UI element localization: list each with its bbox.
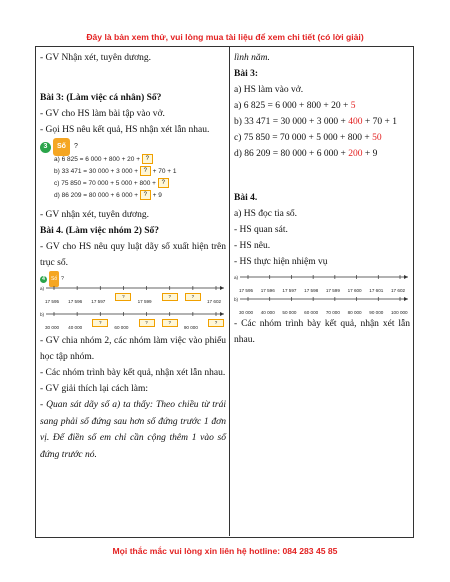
left-line-5: - GV cho HS nêu quy luật dãy số xuất hiện trên trục số.: [40, 242, 226, 268]
answer-line-b-tick-label: 30 000: [239, 310, 254, 315]
left-line-9: - Quan sát dãy số a) ta thấy: Theo chiều từ trái sang phải số đứng sau hơn số đứng trước 1 đơn vị. Để điền số em chỉ cần cộng thêm 1 vào số đứng trước nó.: [40, 400, 226, 460]
answer-line-b-tick-label: 80 000: [347, 310, 362, 315]
number-line-b-answer-box: ?: [162, 319, 178, 327]
exercise-3-image: [40, 141, 226, 205]
right-line-2: a) HS làm vào vở.: [234, 85, 304, 95]
left-line-1: - GV Nhận xét, tuyên dương.: [40, 53, 152, 63]
hotline-banner: Mọi thắc mắc vui lòng xin liên hệ hotline: 084 283 45 85: [112, 546, 338, 556]
answer-line-b-tick-label: 50 000: [282, 310, 297, 315]
answer-box: ?: [158, 178, 169, 188]
left-line-8: - GV giải thích lại cách làm:: [40, 384, 148, 394]
right-line-4: - HS quan sát.: [234, 225, 288, 235]
question-mark: ?: [61, 276, 64, 282]
number-line-b-answer-box: ?: [208, 319, 224, 327]
answer-line-a-tick-label: 17 598: [304, 288, 319, 293]
number-line-b-axis: [40, 309, 226, 319]
answer-line-a-tick-label: 17 595: [239, 288, 254, 293]
left-line-6: - GV chia nhóm 2, các nhóm làm việc vào phiếu học tập nhóm.: [40, 336, 226, 362]
exercise-3-row-a: a) 6 825 = 6 000 + 800 + 20 + ?: [54, 154, 153, 165]
answer-box: ?: [140, 166, 151, 176]
left-line-2: - GV cho HS làm bài tập vào vở.: [40, 109, 165, 119]
number-line-a-answer-box: ?: [162, 293, 178, 301]
bai4-title: Bài 4. (Làm việc nhóm 2) Số?: [40, 226, 160, 236]
right-line-5: - HS nêu.: [234, 241, 271, 251]
answer-line-b-tick-label: 100 000: [391, 310, 408, 315]
answer-line-b-tick-label: 70 000: [325, 310, 340, 315]
answer-line-a-tick-label: 17 599: [325, 288, 340, 293]
answer-line-a-tick-label: 17 596: [260, 288, 275, 293]
answer-d: d) 86 209 = 80 000 + 6 000 + 200 + 9: [234, 149, 378, 159]
number-line-a-tick-label: 17 596: [68, 299, 83, 304]
number-line-b-tick-label: 40 000: [68, 325, 83, 330]
number-line-b-tick-label: 90 000: [183, 325, 198, 330]
number-line-a-tick-label: 17 602: [207, 299, 222, 304]
so-tag: Số: [49, 271, 59, 287]
left-line-3: - Gọi HS nêu kết quả, HS nhận xét lẫn nhau.: [40, 125, 210, 135]
answer-b: b) 33 471 = 30 000 + 3 000 + 400 + 70 + 1: [234, 117, 397, 127]
exercise-number-badge: 4: [40, 276, 47, 283]
number-line-exercise-image: [40, 271, 226, 333]
answer-box: ?: [142, 154, 153, 164]
number-line-answer-image: [234, 270, 410, 316]
left-line-4: - GV nhận xét, tuyên dương.: [40, 210, 149, 220]
answer-line-b-tick-label: 90 000: [369, 310, 384, 315]
answer-line-b-label: b): [234, 297, 239, 302]
preview-banner: Đây là bản xem thử, vui lòng mua tài liệu để xem chi tiết (có lời giải): [86, 32, 364, 42]
answer-line-b-tick-label: 40 000: [260, 310, 275, 315]
number-line-b-label: b): [40, 312, 45, 317]
answer-a: a) 6 825 = 6 000 + 800 + 20 + 5: [234, 101, 356, 111]
answer-line-a-tick-label: 17 601: [369, 288, 384, 293]
answer-c: c) 75 850 = 70 000 + 5 000 + 800 + 50: [234, 133, 382, 143]
question-mark: ?: [73, 143, 78, 150]
answer-line-a-label: a): [234, 275, 239, 280]
answer-line-a-tick-label: 17 602: [391, 288, 406, 293]
answer-line-a-axis: [234, 272, 410, 282]
exercise-3-row-b: b) 33 471 = 30 000 + 3 000 + ? + 70 + 1: [54, 168, 177, 175]
number-line-a-tick-label: 17 599: [137, 299, 152, 304]
so-tag: Số: [53, 138, 70, 156]
exercise-number-badge: 3: [40, 142, 51, 153]
column-divider: [229, 46, 230, 536]
answer-line-a-tick-label: 17 600: [347, 288, 362, 293]
right-line-7: - Các nhóm trình bày kết quả, nhận xét lẫn nhau.: [234, 319, 410, 345]
number-line-a-axis: [40, 283, 226, 293]
right-line-1: lình năm.: [234, 53, 270, 63]
student-column: [234, 50, 410, 348]
exercise-3-row-d: d) 86 209 = 80 000 + 6 000 + ? + 9: [54, 192, 162, 199]
exercise-3-row-c: c) 75 850 = 70 000 + 5 000 + 800 + ?: [54, 178, 169, 189]
number-line-b-tick-label: 30 000: [45, 325, 60, 330]
teacher-column: [40, 50, 226, 463]
right-bai3-title: Bài 3:: [234, 69, 259, 79]
number-line-a-tick-label: 17 595: [45, 299, 60, 304]
right-line-6: - HS thực hiện nhiệm vụ: [234, 257, 328, 267]
left-line-7: - Các nhóm trình bày kết quả, nhận xét lẫn nhau.: [40, 368, 226, 378]
number-line-a-label: a): [40, 286, 45, 291]
number-line-a-answer-box: ?: [115, 293, 131, 301]
answer-line-b-tick-label: 60 000: [304, 310, 319, 315]
answer-line-b-axis: [234, 294, 410, 304]
number-line-b-answer-box: ?: [139, 319, 155, 327]
number-line-a-answer-box: ?: [185, 293, 201, 301]
answer-box: ?: [140, 190, 151, 200]
bai3-title: Bài 3: (Làm việc cá nhân) Số?: [40, 93, 162, 103]
right-bai4-title: Bài 4.: [234, 193, 258, 203]
right-line-3: a) HS đọc tia số.: [234, 209, 298, 219]
number-line-a-tick-label: 17 597: [91, 299, 106, 304]
number-line-b-answer-box: ?: [92, 319, 108, 327]
answer-line-a-tick-label: 17 597: [282, 288, 297, 293]
number-line-b-tick-label: 60 000: [114, 325, 129, 330]
